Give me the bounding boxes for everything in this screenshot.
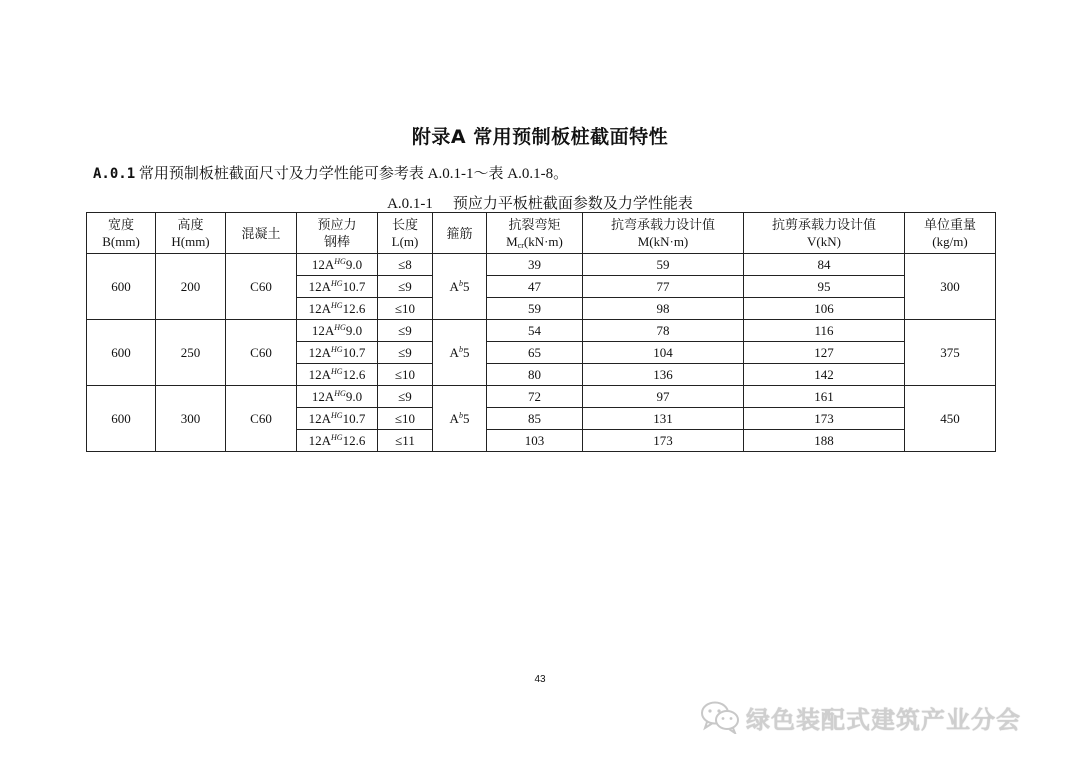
header-row [87,213,996,254]
cell-length: ≤10 [378,364,433,386]
cell-rebar: $12A^{HG}12.6$ [297,298,378,320]
header-stirrup: 箍筋 [433,213,487,254]
table-caption-text: 预应力平板桩截面参数及力学性能表 [452,196,693,212]
cell-rebar: $12A^{HG}9.0$ [297,320,378,342]
cell-shear-capacity: 106 [744,298,905,320]
cell-concrete: C60 [226,320,297,386]
cell-bending-capacity: 136 [583,364,744,386]
cell-bending-capacity: 98 [583,298,744,320]
header-cracking-moment: 抗裂弯矩 $M_{cr}(kN\cdot m)$ [487,213,583,254]
cell-shear-capacity: 84 [744,254,905,276]
cell-bending-capacity: 97 [583,386,744,408]
cell-length: ≤9 [378,342,433,364]
cell-rebar: $12A^{HG}10.7$ [297,276,378,298]
cell-unit-weight: 450 [905,386,996,452]
cell-width: 600 [87,320,156,386]
cell-shear-capacity: 116 [744,320,905,342]
cell-shear-capacity: 161 [744,386,905,408]
cell-cracking-moment: 47 [487,276,583,298]
cell-height: 300 [156,386,226,452]
table-number: A.0.1-1 [387,196,433,212]
cell-width: 600 [87,254,156,320]
header-width: 宽度 B(mm) [87,213,156,254]
cell-cracking-moment: 59 [487,298,583,320]
cell-concrete: C60 [226,254,297,320]
table-row [87,320,996,342]
intro-text: 常用预制板桩截面尺寸及力学性能可参考表 A.0.1-1～表 A.0.1-8。 [135,166,569,182]
cell-cracking-moment: 65 [487,342,583,364]
cell-shear-capacity: 127 [744,342,905,364]
cell-bending-capacity: 59 [583,254,744,276]
cell-shear-capacity: 173 [744,408,905,430]
watermark [700,697,1060,737]
table-caption [0,192,1080,213]
cell-length: ≤9 [378,276,433,298]
page-number: 43 [534,674,546,685]
cell-length: ≤8 [378,254,433,276]
cell-rebar: $12A^{HG}9.0$ [297,386,378,408]
cell-stirrup: $A^b5$ [433,386,487,452]
cell-length: ≤11 [378,430,433,452]
header-unit-weight: 单位重量 (kg/m) [905,213,996,254]
cell-bending-capacity: 78 [583,320,744,342]
cell-cracking-moment: 103 [487,430,583,452]
wechat-icon [700,700,740,734]
cell-cracking-moment: 80 [487,364,583,386]
watermark-text: 绿色装配式建筑产业分会 [746,705,1021,734]
cell-stirrup: $A^b5$ [433,254,487,320]
intro-paragraph [93,162,568,183]
header-concrete: 混凝土 [226,213,297,254]
header-height: 高度 H(mm) [156,213,226,254]
cell-length: ≤10 [378,298,433,320]
header-rebar: 预应力 钢棒 [297,213,378,254]
appendix-title: 附录A 常用预制板桩截面特性 [411,126,669,148]
cell-length: ≤9 [378,320,433,342]
cell-bending-capacity: 131 [583,408,744,430]
cell-stirrup: $A^b5$ [433,320,487,386]
table-row [87,386,996,408]
cell-rebar: $12A^{HG}10.7$ [297,408,378,430]
cell-bending-capacity: 104 [583,342,744,364]
cell-rebar: $12A^{HG}12.6$ [297,430,378,452]
cell-cracking-moment: 72 [487,386,583,408]
cell-rebar: $12A^{HG}12.6$ [297,364,378,386]
cell-rebar: $12A^{HG}10.7$ [297,342,378,364]
cell-shear-capacity: 142 [744,364,905,386]
clause-number: A.0.1 [93,166,136,182]
cell-cracking-moment: 85 [487,408,583,430]
cell-rebar: $12A^{HG}9.0$ [297,254,378,276]
cell-unit-weight: 300 [905,254,996,320]
cell-length: ≤10 [378,408,433,430]
cell-cracking-moment: 39 [487,254,583,276]
header-length: 长度 L(m) [378,213,433,254]
cell-bending-capacity: 77 [583,276,744,298]
header-bending-capacity: 抗弯承载力设计值 M(kN·m) [583,213,744,254]
pile-properties-table [86,212,996,452]
cell-width: 600 [87,386,156,452]
cell-unit-weight: 375 [905,320,996,386]
cell-height: 250 [156,320,226,386]
cell-height: 200 [156,254,226,320]
cell-length: ≤9 [378,386,433,408]
cell-shear-capacity: 188 [744,430,905,452]
cell-bending-capacity: 173 [583,430,744,452]
header-shear-capacity: 抗剪承载力设计值 V(kN) [744,213,905,254]
cell-cracking-moment: 54 [487,320,583,342]
table-row [87,254,996,276]
cell-shear-capacity: 95 [744,276,905,298]
cell-concrete: C60 [226,386,297,452]
